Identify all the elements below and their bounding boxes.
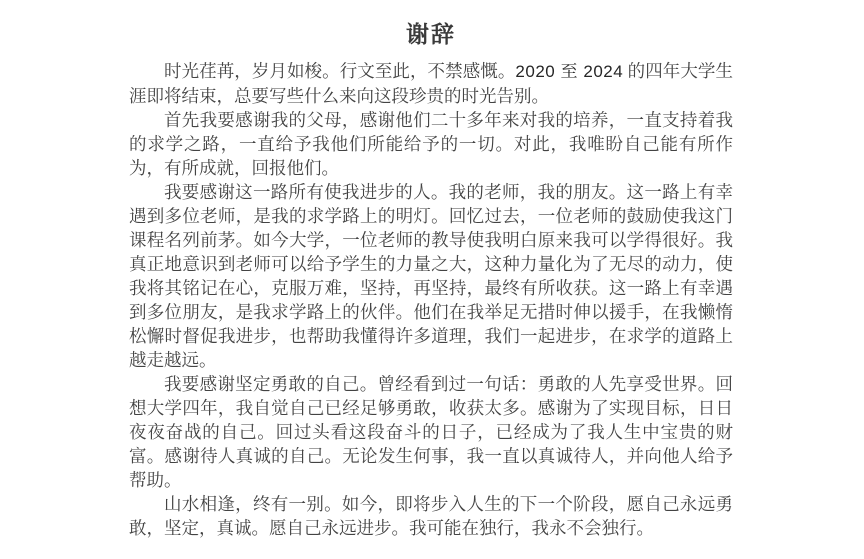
paragraph-farewell: 山水相逢，终有一别。如今，即将步入人生的下一个阶段，愿自己永远勇敢，坚定，真诚。愿自己永远进步。我可能在独行，我永不会独行。 [129, 494, 733, 538]
paragraph-thanks-teachers-friends: 我要感谢这一路所有使我进步的人。我的老师，我的朋友。这一路上有幸遇到多位老师，是我的求学路上的明灯。回忆过去，一位老师的鼓励使我这门课程名列前茅。如今大学，一位老师的教导使我明白原来我可以学得很好。我真正地意识到老师可以给予学生的力量之大，这种力量化为了无尽的动力，使我将其铭记在心，克服万难，坚持，再坚持，最终有所收获。这一路上有幸遇到多位朋友，是我求学路上的伙伴。他们在我举足无措时伸以援手，在我懒惰松懈时督促我进步，也帮助我懂得许多道理，我们一起进步，在求学的道路上越走越远。 [129, 182, 733, 370]
paragraph-intro [129, 59, 733, 108]
year-range-text: 2020 至 2024 [515, 62, 624, 81]
paragraph-thanks-parents: 首先我要感谢我的父母，感谢他们二十多年来对我的培养，一直支持着我的求学之路，一直给予我他们所能给予的一切。对此，我唯盼自己能有所作为，有所成就，回报他们。 [129, 110, 733, 178]
document-title: 谢辞 [406, 22, 456, 47]
paragraph-thanks-self: 我要感谢坚定勇敢的自己。曾经看到过一句话：勇敢的人先享受世界。回想大学四年，我自觉自己已经足够勇敢，收获太多。感谢为了实现目标，日日夜夜奋战的自己。回过头看这段奋斗的日子，已经成为了我人生中宝贵的财富。感谢待人真诚的自己。无论发生何事，我一直以真诚待人，并向他人给予帮助。 [129, 374, 733, 490]
paragraph-intro-text-before: 时光荏苒，岁月如梭。行文至此，不禁感慨。 [164, 61, 516, 81]
paragraph-intro-text-after: 的四年大学生涯即将结束，总要写些什么来向这段珍贵的时光告别。 [129, 61, 733, 106]
